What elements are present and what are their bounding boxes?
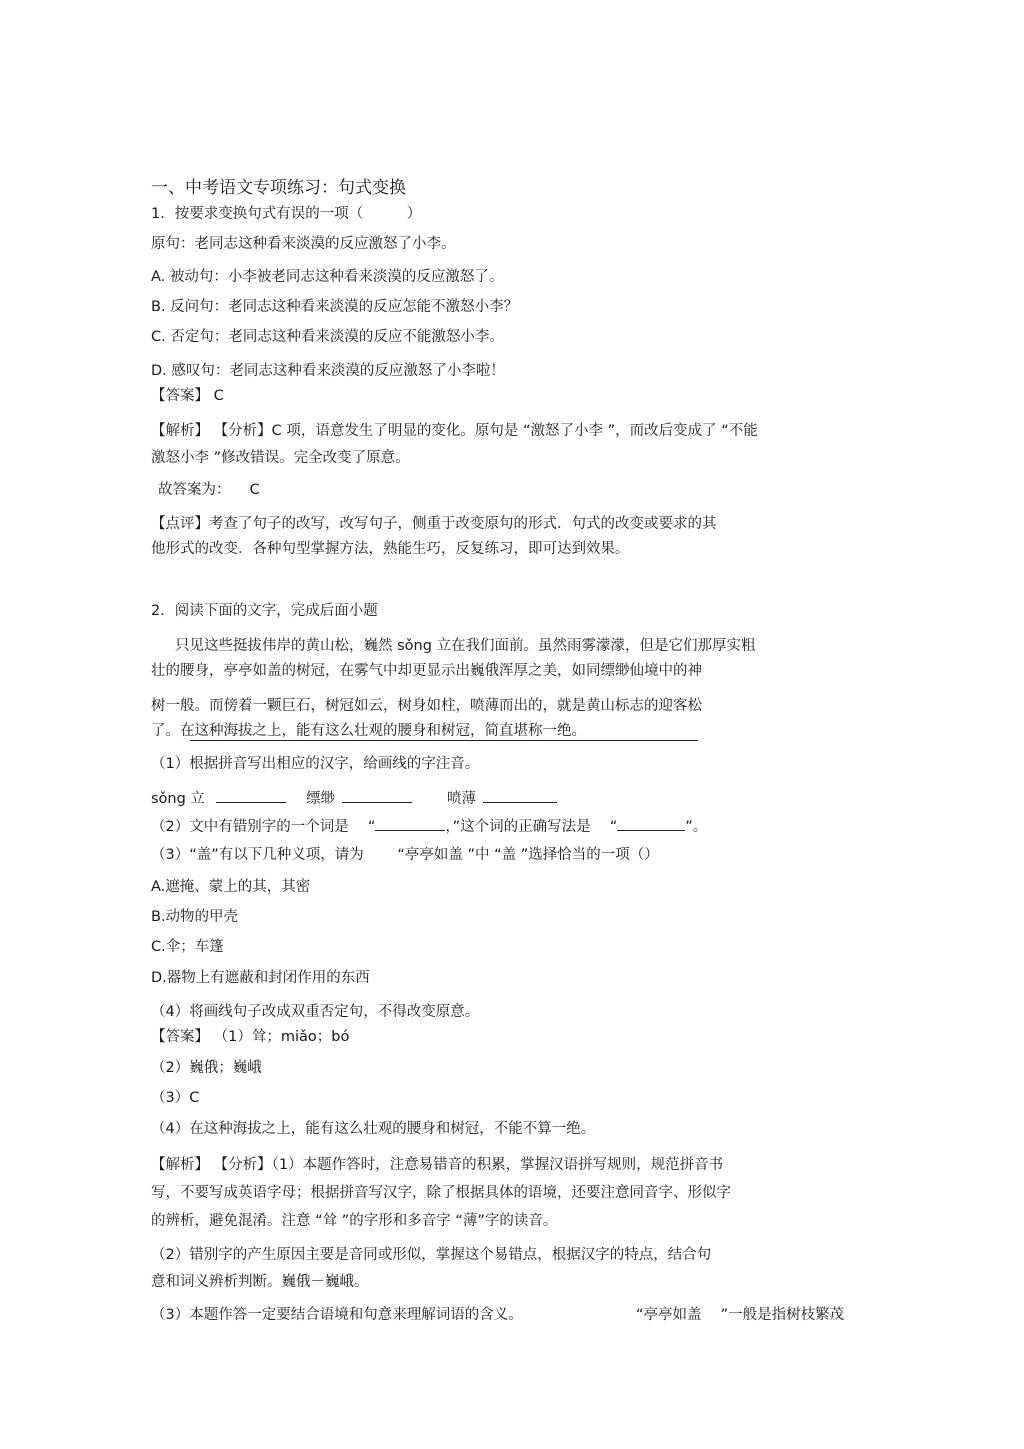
q1-option-c: C. 否定句：老同志这种看来淡漠的反应不能激怒小李。 [151, 329, 504, 345]
answer-blank[interactable] [216, 788, 286, 803]
q2-passage-line: 树一般。而傍着一颗巨石，树冠如云，树身如柱，喷薄而出的，就是黄山标志的迎客松 [151, 698, 702, 714]
q2-answer: （4）在这种海拔之上，能有这么壮观的腰身和树冠，不能不算一绝。 [151, 1121, 596, 1137]
q2-sub3: （3）“盖”有以下几种义项，请为 “亭亭如盖 ”中 “盖 ”选择恰当的一项（） [151, 847, 659, 863]
answer-blank[interactable] [617, 816, 685, 831]
passage-underline [190, 740, 698, 741]
q2-passage-line: 只见这些挺拔伟岸的黄山松，巍然 sǒng 立在我们面前。虽然雨雾濛濛，但是它们那厚实粗 [175, 638, 756, 654]
sub2-text: ”。 [685, 819, 708, 835]
q1-analysis-line: 激怒小李 ”修改错误。完全改变了原意。 [151, 450, 410, 466]
q1-original: 原句：老同志这种看来淡漠的反应激怒了小李。 [151, 236, 456, 252]
q2-option-b: B.动物的甲壳 [151, 909, 239, 925]
q2-answer: 【答案】 （1）耸；miǎo；bó [151, 1029, 350, 1045]
q1-option-a: A. 被动句：小李被老同志这种看来淡漠的反应激怒了。 [151, 269, 504, 285]
sub2-text: ，”这个词的正确写法是 “ [445, 819, 618, 835]
q2-sub4: （4）将画线句子改成双重否定句，不得改变原意。 [151, 1004, 480, 1020]
q2-analysis-line: 意和词义辨析判断。巍俄－巍峨。 [151, 1274, 369, 1290]
q2-analysis-line-right: “亭亭如盖 ”一般是指树枝繁茂 [636, 1307, 845, 1323]
q2-option-a: A.遮掩、蒙上的其，其密 [151, 879, 311, 895]
q1-answer: 【答案】 C [151, 388, 224, 404]
q2-pinyin-item [151, 788, 286, 809]
pinyin-label: sǒng 立 [151, 791, 205, 807]
q2-pinyin-item [447, 788, 557, 809]
page-title: 一、中考语文专项练习：句式变换 [151, 178, 406, 198]
q2-analysis-line: 写，不要写成英语字母；根据拼音写汉字，除了根据具体的语境，还要注意同音字、形似字 [151, 1185, 731, 1201]
q1-comment-line: 他形式的改变．各种句型掌握方法，熟能生巧，反复练习，即可达到效果。 [151, 541, 630, 557]
q1-final-answer: 故答案为： C [158, 482, 260, 498]
q1-option-d: D. 感叹句：老同志这种看来淡漠的反应激怒了小李啦！ [151, 363, 505, 379]
q2-answer: （3）C [151, 1090, 200, 1106]
q2-answer: （2）巍俄；巍峨 [151, 1060, 262, 1076]
q2-analysis-line: （3）本题作答一定要结合语境和句意来理解词语的含义。 [151, 1307, 523, 1323]
q2-sub2 [151, 816, 707, 837]
sub2-text: （2）文中有错别字的一个词是 “ [151, 819, 376, 835]
q2-passage-line: 壮的腰身，亭亭如盖的树冠，在雾气中却更显示出巍俄浑厚之美，如同缥缈仙境中的神 [151, 663, 702, 679]
q1-analysis-line: 【解析】 【分析】C 项，语意发生了明显的变化。原句是 “激怒了小李 ”，而改后变成了 “不能 [151, 423, 758, 439]
q1-comment-line: 【点评】考查了句子的改写，改写句子，侧重于改变原句的形式．句式的改变或要求的其 [151, 516, 717, 532]
answer-blank[interactable] [483, 788, 557, 803]
q2-analysis-line: 的辨析，避免混淆。注意 “耸 ”的字形和多音字 “薄”字的读音。 [151, 1213, 558, 1229]
answer-blank[interactable] [375, 816, 445, 831]
pinyin-label: 喷薄 [447, 791, 476, 807]
q1-stem: 1．按要求变换句式有误的一项（ ） [151, 206, 422, 222]
q2-stem: 2．阅读下面的文字，完成后面小题 [151, 603, 378, 619]
q1-option-b: B. 反问句：老同志这种看来淡漠的反应怎能不激怒小李？ [151, 299, 519, 315]
pinyin-label: 缥缈 [306, 791, 335, 807]
q2-option-c: C.伞；车篷 [151, 939, 224, 955]
q2-analysis-line: （2）错别字的产生原因主要是音同或形似，掌握这个易错点，根据汉字的特点，结合句 [151, 1247, 712, 1263]
q2-sub1: （1）根据拼音写出相应的汉字，给画线的字注音。 [151, 756, 480, 772]
q2-pinyin-item [306, 788, 412, 809]
q2-analysis-line: 【解析】 【分析】（1）本题作答时，注意易错音的积累，掌握汉语拼写规则，规范拼音书 [151, 1157, 724, 1173]
q2-passage-line-underlined: 了。在这种海拔之上，能有这么壮观的腰身和树冠，简直堪称一绝。 [151, 723, 586, 739]
q2-option-d: D.器物上有遮蔽和封闭作用的东西 [151, 970, 370, 986]
answer-blank[interactable] [342, 788, 412, 803]
